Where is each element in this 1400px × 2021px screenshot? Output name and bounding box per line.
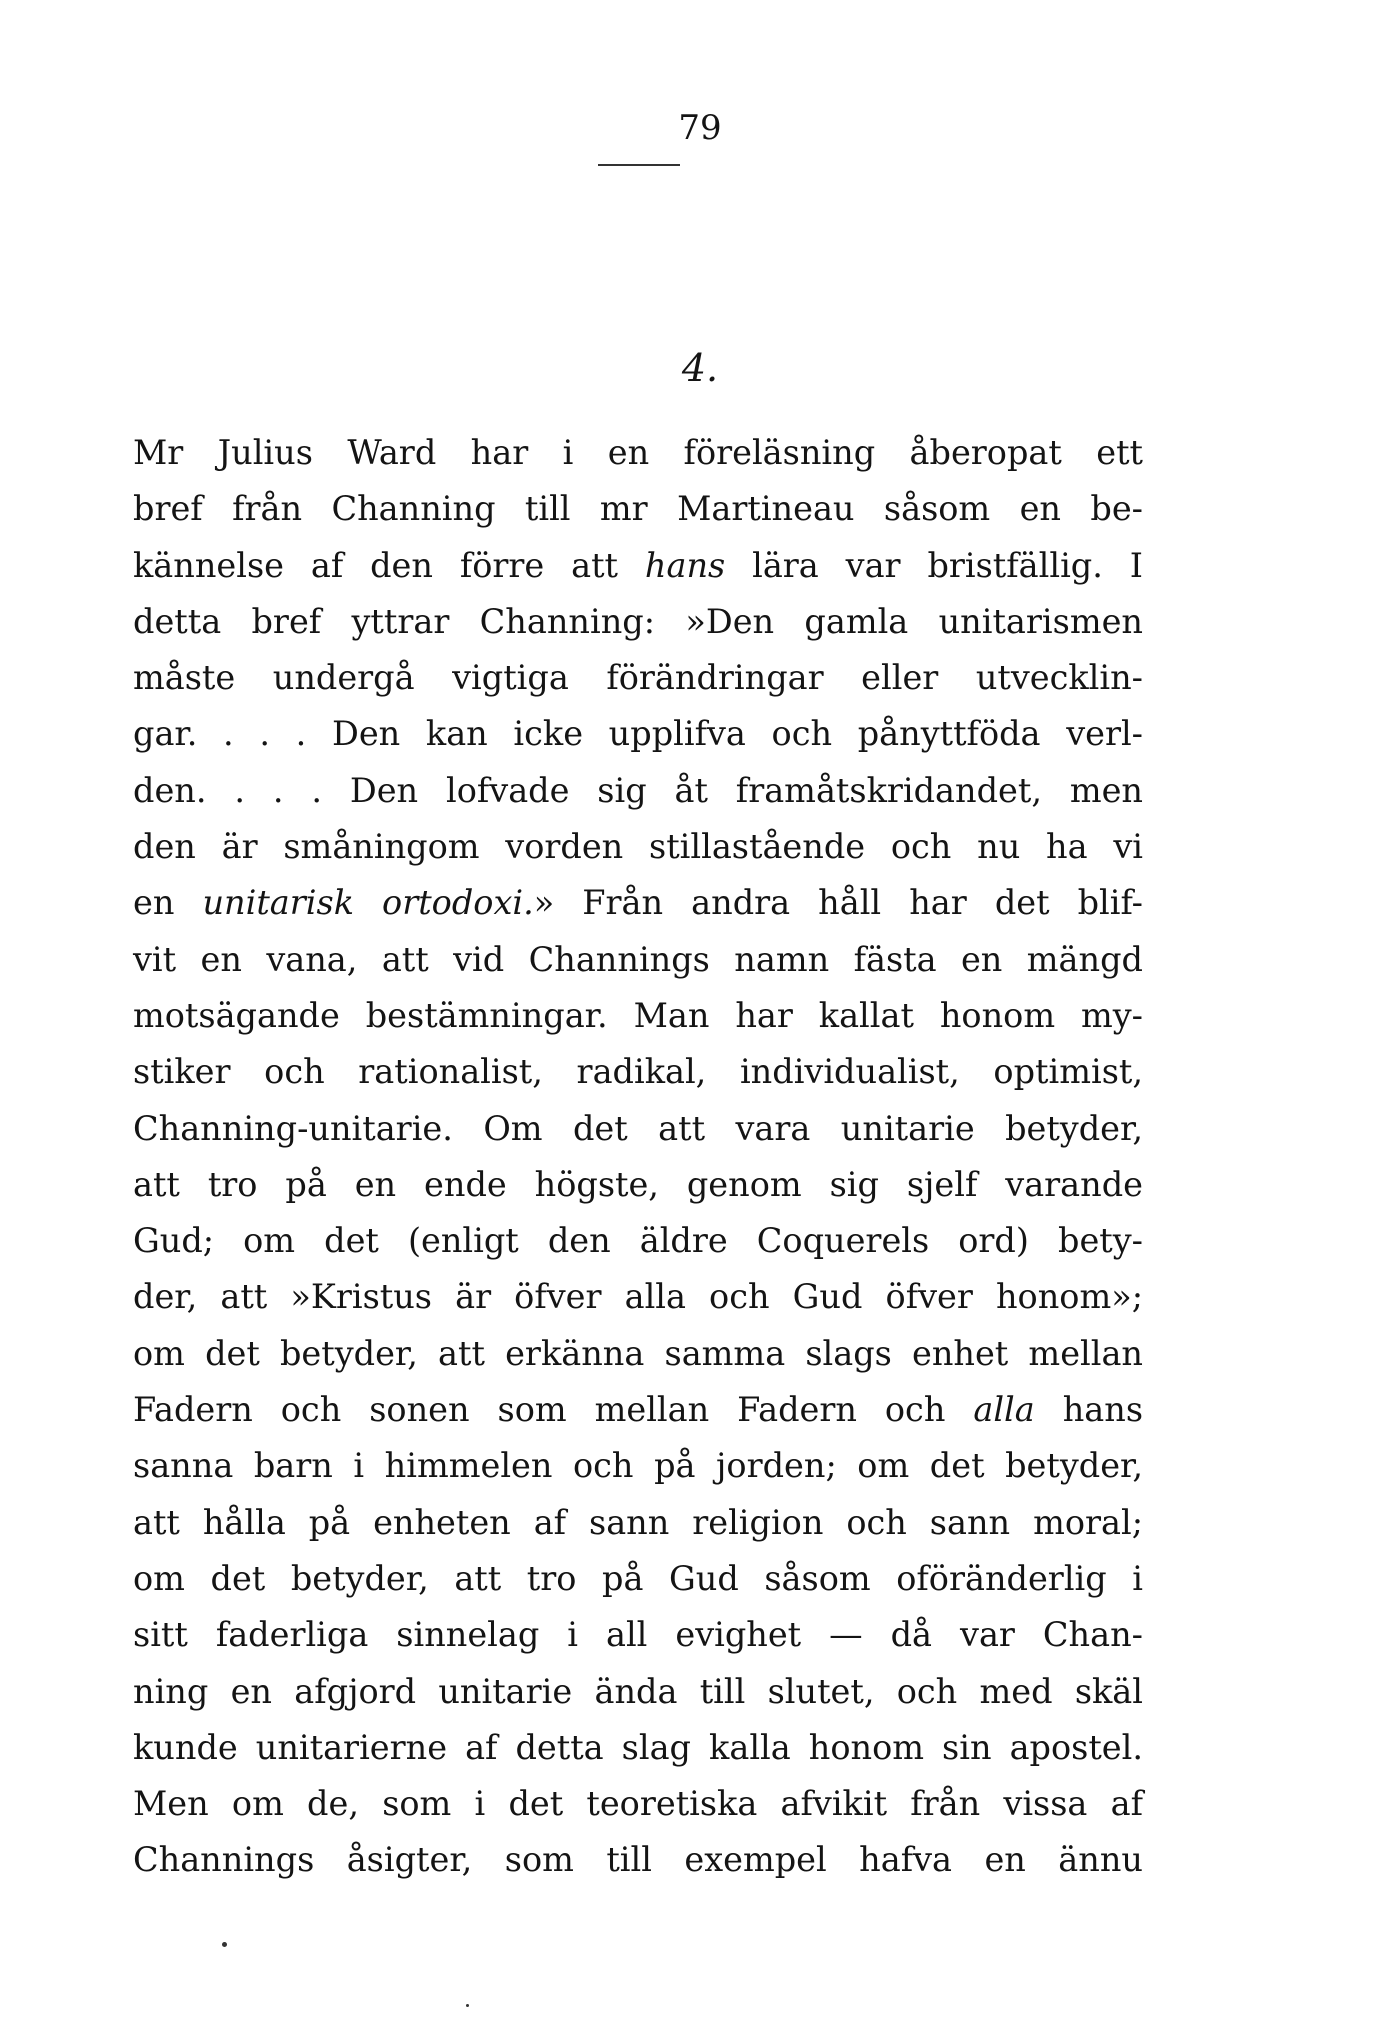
text-line: Channing-unitarie. Om det att vara unitarie betyder, (133, 1108, 1143, 1148)
text-line: ning en afgjord unitarie ända till slutet, och med skäl (133, 1671, 1143, 1711)
text-line: Mr Julius Ward har i en föreläsning åberopat ett (133, 433, 1143, 472)
text-line: sanna barn i himmelen och på jorden; om det betyder, (133, 1446, 1143, 1486)
text-line: om det betyder, att tro på Gud såsom oföränderlig i (133, 1558, 1143, 1598)
text-line: Gud; om det (enligt den äldre Coquerels ord) bety- (133, 1221, 1143, 1261)
text-line: sitt faderliga sinnelag i all evighet — då var Chan- (133, 1615, 1143, 1655)
text-line: kunde unitarierne af detta slag kalla honom sin apostel. (133, 1727, 1143, 1767)
text-line: motsägande bestämningar. Man har kallat honom my- (133, 995, 1143, 1035)
section-number: 4. (681, 346, 719, 390)
text-line: den. . . . Den lofvade sig åt framåtskridandet, men (133, 770, 1143, 810)
print-speck (466, 2004, 469, 2007)
page-number: 79 (678, 108, 722, 148)
print-speck (222, 1942, 227, 1947)
text-line: Men om de, som i det teoretiska afvikit från vissa af (133, 1784, 1143, 1824)
text-line: gar. . . . Den kan icke upplifva och pånyttföda verl- (133, 714, 1143, 754)
text-line: att tro på en ende högste, genom sig sjelf varande (133, 1164, 1143, 1204)
text-line: Fadern och sonen som mellan Fadern och alla hans (133, 1390, 1144, 1430)
page-number-rule (598, 164, 680, 166)
text-line: detta bref yttrar Channing: »Den gamla unitarismen (133, 601, 1143, 641)
text-line: om det betyder, att erkänna samma slags enhet mellan (133, 1333, 1143, 1373)
text-line: att hålla på enheten af sann religion och sann moral; (133, 1502, 1143, 1542)
body-text (133, 425, 1143, 1889)
text-line: Channings åsigter, som till exempel hafva en ännu (133, 1840, 1143, 1880)
text-line: måste undergå vigtiga förändringar eller utvecklin- (133, 658, 1143, 698)
text-line: der, att »Kristus är öfver alla och Gud öfver honom»; (133, 1277, 1143, 1317)
text-line: stiker och rationalist, radikal, individualist, optimist, (133, 1052, 1143, 1092)
text-line: kännelse af den förre att hans lära var bristfällig. I (133, 545, 1143, 585)
text-line: en unitarisk ortodoxi.» Från andra håll har det blif- (133, 883, 1143, 923)
text-line: bref från Channing till mr Martineau såsom en be- (133, 489, 1143, 529)
text-line: vit en vana, att vid Channings namn fästa en mängd (133, 939, 1143, 979)
text-line: den är småningom vorden stillastående och nu ha vi (133, 827, 1143, 867)
